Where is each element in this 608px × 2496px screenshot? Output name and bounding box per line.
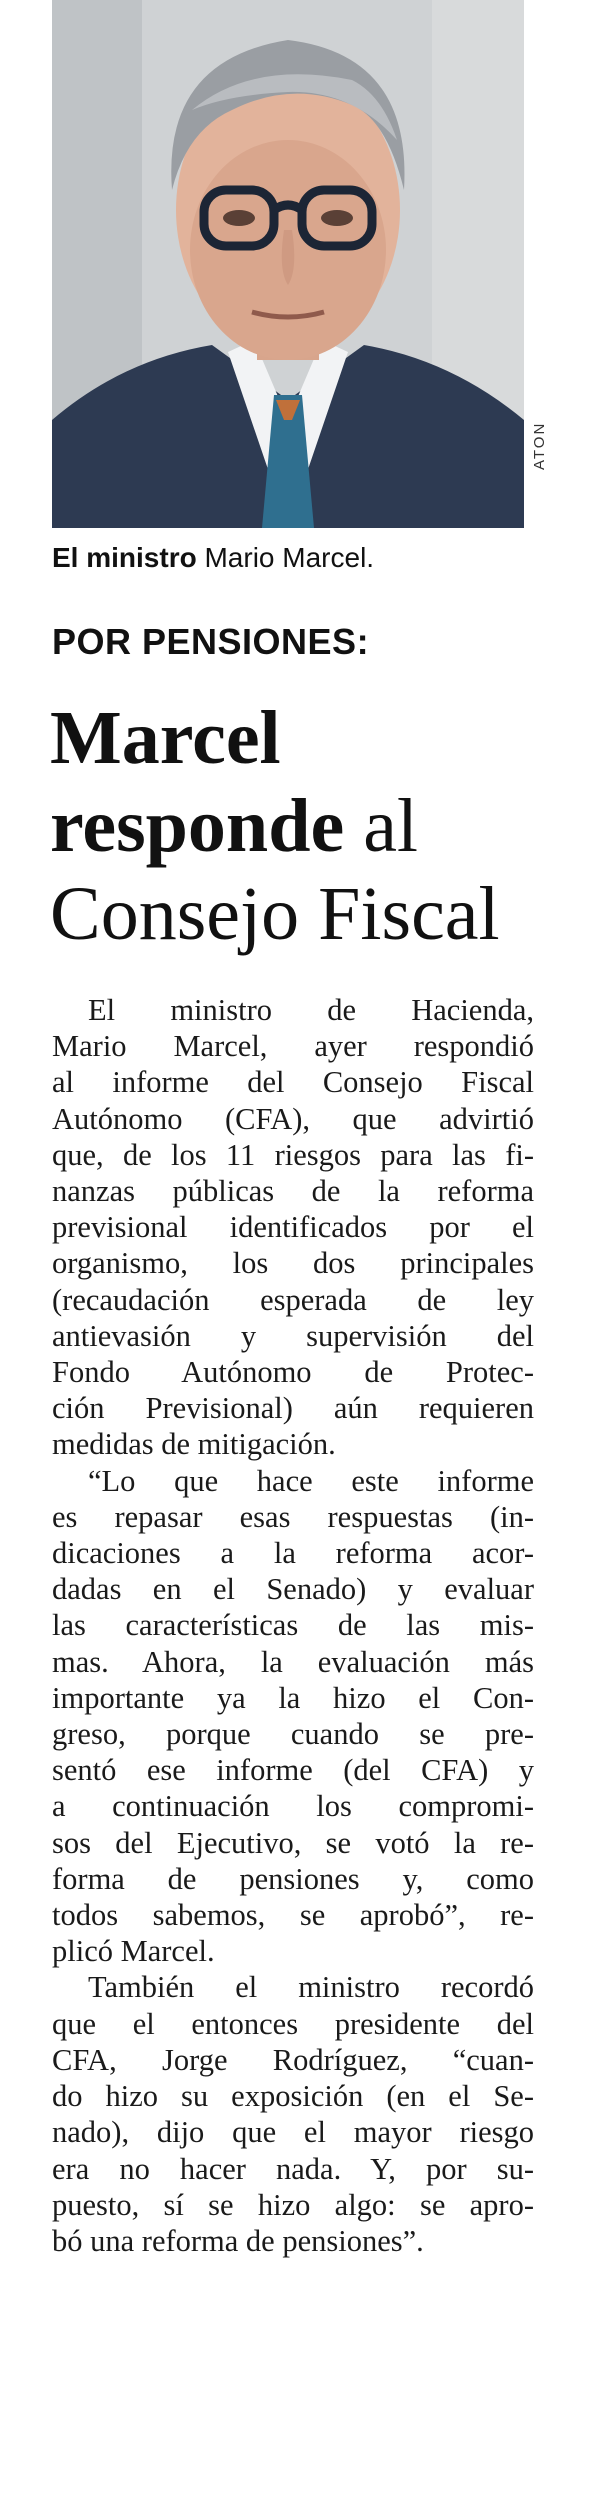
body-line: El ministro de Hacienda, [88, 993, 534, 1027]
body-line: dadas en el Senado) y evaluar [52, 1572, 534, 1607]
body-line: era no hacer nada. Y, por su- [52, 2151, 534, 2186]
caption-text: Mario Marcel. [196, 542, 375, 573]
body-line: todos sabemos, se aprobó”, re- [52, 1898, 534, 1933]
headline-word-al: al [344, 784, 419, 868]
headline-line-1 [50, 694, 570, 782]
body-line: dicaciones a la reforma acor- [52, 1536, 534, 1571]
body-line: do hizo su exposición (en el Se- [52, 2079, 534, 2114]
body-line: ción Previsional) aún requieren [52, 1391, 534, 1426]
body-line: puesto, sí se hizo algo: se apro- [52, 2187, 534, 2222]
body-line: nanzas públicas de la reforma [52, 1174, 534, 1209]
body-line: También el ministro recordó [88, 1970, 534, 2005]
body-line: CFA, Jorge Rodríguez, “cuan- [52, 2042, 534, 2077]
body-line: Fondo Autónomo de Protec- [52, 1355, 534, 1390]
body-line: las características de las mis- [52, 1608, 534, 1643]
body-line: “Lo que hace este informe [88, 1463, 534, 1498]
body-line: greso, porque cuando se pre- [52, 1717, 534, 1752]
body-line: Mario Marcel, ayer respondió [52, 1029, 534, 1064]
portrait-photo [52, 0, 524, 528]
body-line: organismo, los dos principales [52, 1246, 534, 1281]
article-body [52, 992, 534, 2259]
body-line: nado), dijo que el mayor riesgo [52, 2115, 534, 2150]
body-line: sentó ese informe (del CFA) y [52, 1753, 534, 1788]
body-line: a continuación los compromi- [52, 1789, 534, 1824]
body-line: medidas de mitigación. [52, 1427, 336, 1462]
body-line: sos del Ejecutivo, se votó la re- [52, 1825, 534, 1860]
body-line: forma de pensiones y, como [52, 1861, 534, 1896]
body-line: es repasar esas respuestas (in- [52, 1499, 534, 1534]
body-line: plicó Marcel. [52, 1934, 215, 1969]
headline-line-3: Consejo Fiscal [50, 872, 500, 956]
body-line: importante ya la hizo el Con- [52, 1680, 534, 1715]
photo-credit: ATON [531, 421, 548, 470]
headline-line-2 [50, 782, 570, 870]
body-line: mas. Ahora, la evaluación más [52, 1644, 534, 1679]
body-line: previsional identificados por el [52, 1210, 534, 1245]
photo-caption [52, 540, 532, 576]
body-line: antievasión y supervisión del [52, 1318, 534, 1353]
caption-bold: El ministro [52, 542, 197, 573]
body-line: al informe del Consejo Fiscal [52, 1065, 534, 1100]
body-line: Autónomo (CFA), que advirtió [52, 1101, 534, 1136]
headline-word-marcel: Marcel [50, 696, 281, 780]
body-line: que, de los 11 riesgos para las fi- [52, 1137, 534, 1172]
headline [50, 694, 570, 958]
kicker: POR PENSIONES: [52, 621, 370, 662]
body-line: (recaudación esperada de ley [52, 1282, 534, 1317]
portrait-illustration [52, 0, 524, 528]
body-line: que el entonces presidente del [52, 2006, 534, 2041]
body-line: bó una reforma de pensiones”. [52, 2223, 424, 2258]
headline-word-responde: responde [50, 784, 345, 868]
